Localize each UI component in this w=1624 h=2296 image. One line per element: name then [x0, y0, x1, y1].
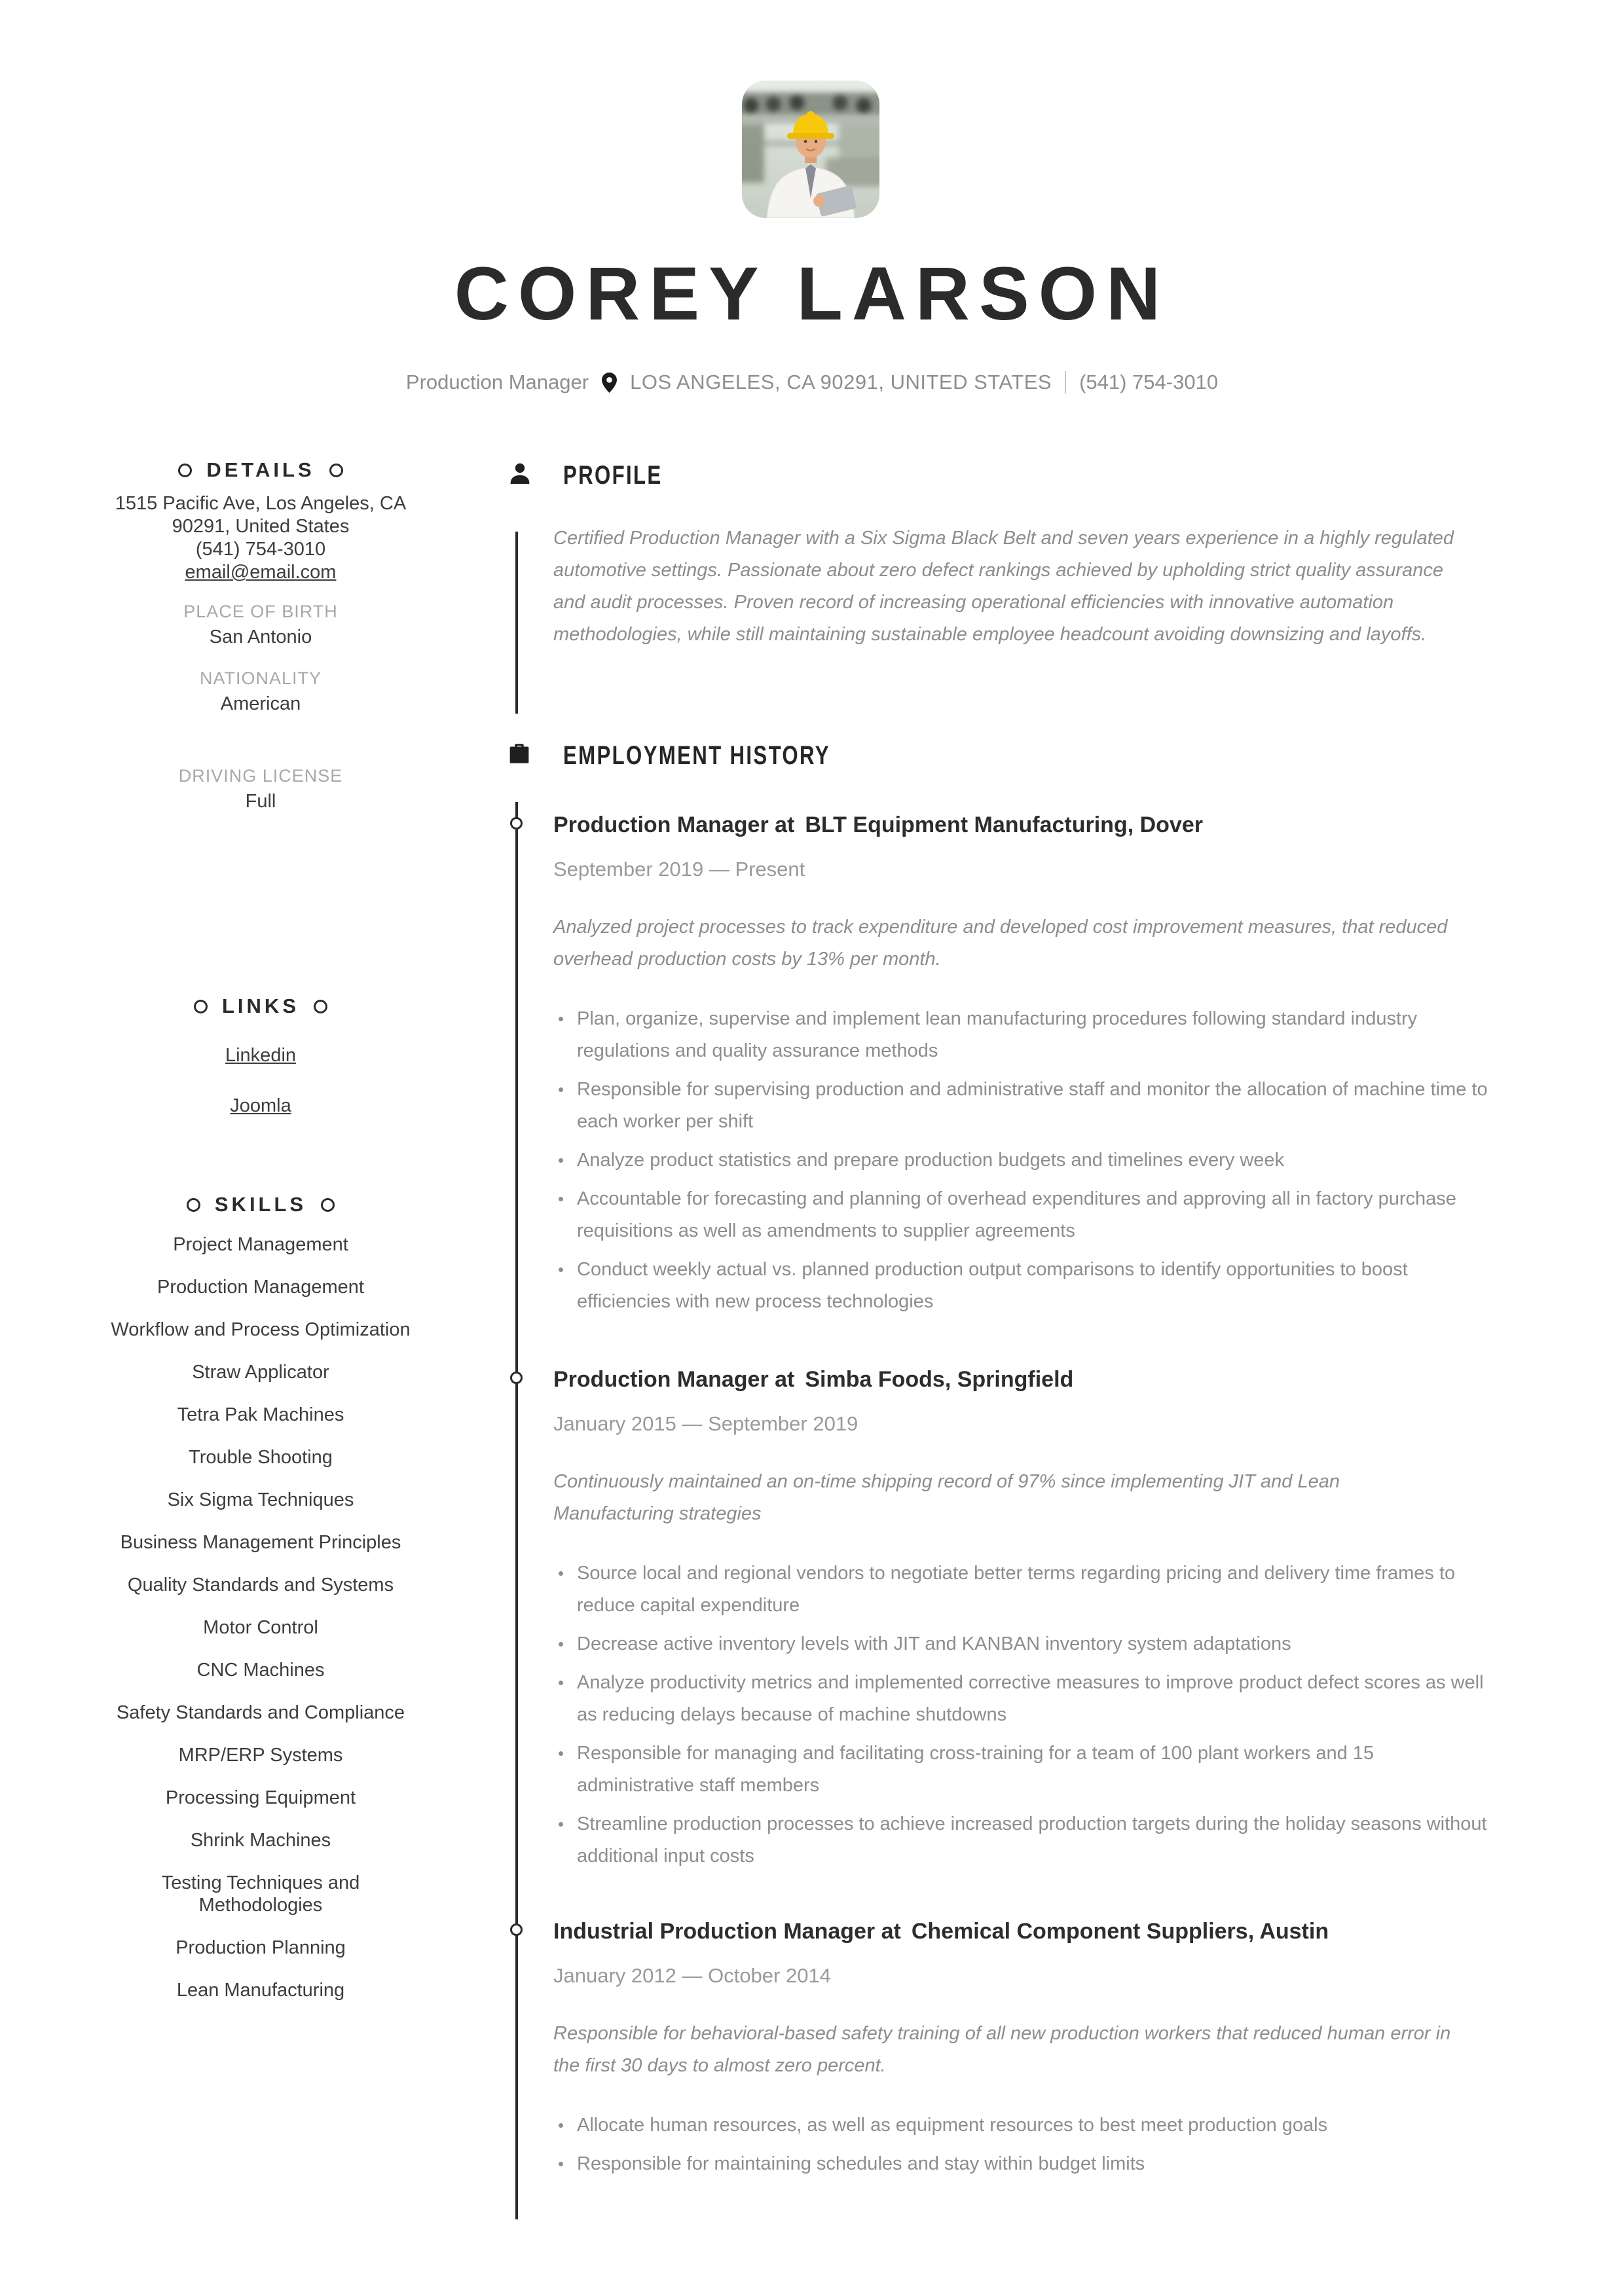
email-link[interactable]: email@email.com — [185, 562, 337, 583]
skill-item: Trouble Shooting — [189, 1447, 333, 1468]
job-bullet: Source local and regional vendors to negotiate better terms regarding pricing and delivery time frames to reduce capital expenditure — [553, 1558, 1496, 1622]
ring-icon — [178, 464, 192, 477]
job-bullet: Decrease active inventory levels with JIT and KANBAN inventory system adaptations — [553, 1628, 1496, 1660]
job-bullet: Analyze productivity metrics and implemented corrective measures to improve product defect scores as well as reducing delays because of machine shutdowns — [553, 1667, 1496, 1731]
profile-summary: Certified Production Manager with a Six Sigma Black Belt and seven years experience in a highly regulated automotive settings. Passionate about zero defect rankings achieved by upholding strict quality assurance and audit processes. Proven record of increasing operational efficiencies with innovative automation methodologies, while still maintaining sustainable employee headcount avoiding downsizing and layoffs. — [553, 528, 1454, 645]
job-dates: September 2019 — Present — [553, 858, 805, 881]
driving-license-label: DRIVING LICENSE — [178, 766, 343, 786]
skill-item: Six Sigma Techniques — [167, 1489, 354, 1510]
phone-line: (541) 754-3010 — [195, 539, 326, 560]
address-line: 1515 Pacific Ave, Los Angeles, CA — [115, 493, 407, 514]
job-entry — [553, 1365, 1519, 1872]
job-bullet: Conduct weekly actual vs. planned production output comparisons to identify opportunities to boost efficiencies with new process technologies — [553, 1254, 1496, 1318]
skill-item: Safety Standards and Compliance — [116, 1702, 405, 1723]
job-title — [553, 811, 1519, 839]
job-entry — [553, 811, 1519, 1318]
skill-item: Production Management — [157, 1277, 364, 1298]
skills-heading — [110, 1192, 411, 1218]
profile-photo — [742, 81, 879, 218]
location-text: LOS ANGELES, CA 90291, UNITED STATES — [630, 371, 1052, 393]
job-bullet: Responsible for maintaining schedules and stay within budget limits — [553, 2148, 1496, 2180]
skill-item: CNC Machines — [196, 1660, 325, 1681]
skill-item: MRP/ERP Systems — [178, 1745, 343, 1766]
person-icon — [506, 460, 534, 487]
driving-license-value: Full — [245, 791, 276, 812]
job-title — [553, 1365, 1519, 1394]
job-summary: Responsible for behavioral-based safety training of all new production workers that reduced human error in the first 30 days to almost zero percent. — [553, 2023, 1451, 2076]
job-summary: Continuously maintained an on-time shipping record of 97% since implementing JIT and Lean Manufacturing strategies — [553, 1471, 1340, 1524]
skill-item: Straw Applicator — [192, 1362, 329, 1383]
job-bullet-list — [553, 2109, 1496, 2180]
skill-item: Production Planning — [175, 1937, 346, 1958]
skill-item: Business Management Principles — [120, 1532, 401, 1553]
job-bullet-list — [553, 1558, 1496, 1872]
job-bullet-list — [553, 1003, 1496, 1318]
job-title-role: Production Manager at — [553, 1367, 795, 1392]
details-heading — [110, 457, 411, 483]
skill-item: Shrink Machines — [190, 1830, 331, 1851]
job-title-company: Simba Foods, Springfield — [805, 1367, 1074, 1392]
timeline-dot — [510, 1923, 523, 1936]
job-role: Production Manager — [405, 371, 589, 393]
ring-icon — [321, 1198, 335, 1212]
job-bullet: Accountable for forecasting and planning of overhead expenditures and approving all in factory purchase requisitions as well as amendments to supplier agreements — [553, 1183, 1496, 1247]
job-title-company: Chemical Component Suppliers, Austin — [911, 1919, 1329, 1944]
job-bullet: Plan, organize, supervise and implement lean manufacturing procedures following standard industry regulations and quality assurance methods — [553, 1003, 1496, 1067]
profile-accent-line — [515, 532, 518, 714]
details-heading-label: DETAILS — [206, 458, 315, 481]
skill-item: Tetra Pak Machines — [177, 1404, 344, 1425]
employment-timeline — [515, 802, 518, 2219]
skills-heading-label: SKILLS — [214, 1193, 307, 1216]
location-pin-icon — [602, 373, 617, 393]
job-bullet: Allocate human resources, as well as equipment resources to best meet production goals — [553, 2109, 1496, 2141]
links-heading — [110, 993, 411, 1019]
skill-item: Project Management — [173, 1234, 348, 1255]
sidebar — [110, 457, 411, 2001]
skills-list — [110, 1233, 411, 2001]
place-of-birth-label: PLACE OF BIRTH — [183, 602, 338, 621]
skill-item: Motor Control — [203, 1617, 318, 1638]
ring-icon — [329, 464, 343, 477]
job-dates: January 2012 — October 2014 — [553, 1964, 831, 1987]
job-bullet: Analyze product statistics and prepare production budgets and timelines every week — [553, 1144, 1496, 1176]
job-bullet: Responsible for managing and facilitating cross-training for a team of 100 plant workers and 15 administrative staff members — [553, 1738, 1496, 1802]
skill-item: Quality Standards and Systems — [127, 1575, 394, 1595]
link-linkedin[interactable]: Linkedin — [225, 1045, 297, 1066]
job-entry — [553, 1917, 1519, 2180]
ring-icon — [194, 1000, 208, 1013]
job-title-company: BLT Equipment Manufacturing, Dover — [805, 812, 1203, 837]
skill-item: Processing Equipment — [165, 1787, 356, 1808]
nationality-label: NATIONALITY — [199, 668, 322, 688]
job-title-role: Industrial Production Manager at — [553, 1919, 901, 1944]
address-block — [110, 492, 411, 584]
links-heading-label: LINKS — [222, 994, 299, 1017]
phone-number: (541) 754-3010 — [1079, 371, 1219, 393]
ring-icon — [187, 1198, 200, 1212]
nationality-value: American — [220, 693, 301, 714]
header-meta — [0, 371, 1624, 394]
employment-section-title: EMPLOYMENT HISTORY — [563, 741, 830, 770]
job-summary: Analyzed project processes to track expenditure and developed cost improvement measures, that reduced overhead production costs by 13% per month. — [553, 917, 1448, 970]
job-title — [553, 1917, 1519, 1946]
job-bullet: Streamline production processes to achieve increased production targets during the holiday seasons without additional input costs — [553, 1808, 1496, 1872]
profile-section-title: PROFILE — [563, 461, 663, 490]
address-line: 90291, United States — [172, 516, 350, 537]
timeline-dot — [510, 817, 523, 829]
briefcase-icon — [505, 740, 534, 767]
skill-item: Lean Manufacturing — [176, 1980, 345, 2001]
meta-divider — [1065, 371, 1066, 393]
timeline-dot — [510, 1372, 523, 1384]
place-of-birth-value: San Antonio — [209, 627, 312, 647]
link-joomla[interactable]: Joomla — [230, 1095, 291, 1116]
skill-item: Testing Techniques and Methodologies — [161, 1872, 360, 1916]
ring-icon — [314, 1000, 327, 1013]
job-title-role: Production Manager at — [553, 812, 795, 837]
job-bullet: Responsible for supervising production and administrative staff and monitor the allocation of machine time to each worker per shift — [553, 1074, 1496, 1138]
candidate-name: COREY LARSON — [454, 252, 1170, 336]
skill-item: Workflow and Process Optimization — [111, 1319, 411, 1340]
profile-photo-illustration — [742, 81, 879, 218]
job-dates: January 2015 — September 2019 — [553, 1412, 858, 1435]
